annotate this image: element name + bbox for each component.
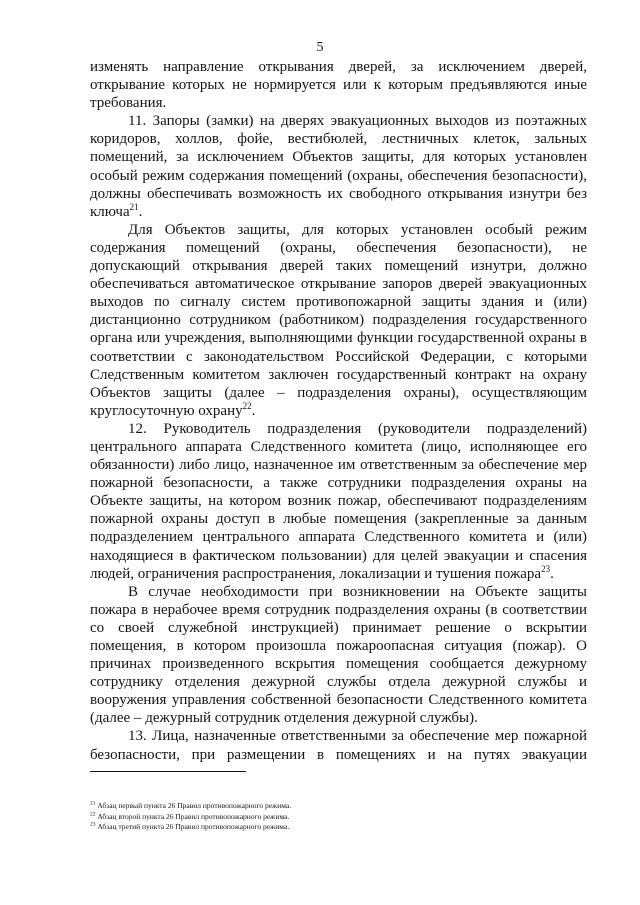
paragraph-continuation: изменять направление открывания дверей, за исключением дверей, открывание которых не нормируется или к которым предъявляются иные требования.: [90, 59, 587, 112]
paragraph-11-special-regime: Для Объектов защиты, для которых установлен особый режим содержания помещений (охраны, обеспечения безопасности), не допускающий открывания дверей таких помещений изнутри, должно обеспечиваться автоматическое открывание запоров дверей эвакуационных выходов по сигналу систем противопожарной защиты здания и (или) дистанционно сотрудником (работником) подразделения государственного органа или учреждения, выполняющими функции государственной охраны в соответствии с законодательством Российской Федерации, с которыми Следственным комитетом заключен государственный контракт на охрану Объектов защиты (далее – подразделения охраны), осуществляющим круглосуточную охрану$^{22}$.: [90, 221, 587, 419]
paragraph-12-night-fire: В случае необходимости при возникновении на Объекте защиты пожара в нерабочее время сотрудник подразделения охраны (в соответствии со своей служебной инструкцией) принимает решение о вскрытии помещения, в котором произошла пожароопасная ситуация (пожар). О причинах произведенного вскрытия помещения сообщается дежурному сотруднику отделения дежурной службы отдела дежурной службы и вооружения управления собственной безопасности Следственного комитета (далее – дежурный сотрудник отделения дежурной службы).: [90, 583, 587, 727]
body-text: [90, 58, 587, 764]
footnotes: [90, 801, 587, 833]
footnote-ref-23[interactable]: 23: [541, 563, 551, 574]
footnote-ref-21[interactable]: 21: [129, 201, 139, 212]
paragraph-12: 12. Руководитель подразделения (руководители подразделений) центрального аппарата Следственного комитета (лицо, исполняющее его обязанности) либо лицо, назначенное им ответственным за обеспечение мер пожарной безопасности, а также сотрудники подразделения охраны на Объекте защиты, на котором возник пожар, обеспечивают подразделениям пожарной охраны доступ в любые помещения (закрепленные за данным подразделением центрального аппарата Следственного комитета и (или) находящиеся в фактическом пользовании) для целей эвакуации и спасения людей, ограничения распространения, локализации и тушения пожара$^{23}$.: [90, 420, 587, 582]
footnote-23: $^{23}$ Абзац третий пункта 26 Правил противопожарного режима.: [90, 821, 290, 831]
footnote-ref-22[interactable]: 22: [242, 400, 252, 411]
page-number: 5: [316, 40, 324, 55]
paragraph-11: 11. Запоры (замки) на дверях эвакуационных выходов из поэтажных коридоров, холлов, фойе, вестибюлей, лестничных клеток, зальных помещений, за исключением Объектов защиты, для которых установлен особый режим содержания помещений (охраны, обеспечения безопасности), должны обеспечивать возможность их свободного открывания изнутри без ключа$^{21}$.: [90, 113, 587, 220]
footnote-21: $^{21}$ Абзац первый пункта 26 Правил противопожарного режима.: [90, 800, 292, 810]
paragraph-13: 13. Лица, назначенные ответственными за обеспечение мер пожарной безопасности, при размещении в помещениях и на путях эвакуации: [90, 728, 587, 763]
footnote-22: $^{22}$ Абзац второй пункта 26 Правил противопожарного режима.: [90, 811, 290, 821]
footnote-separator: [90, 771, 246, 772]
